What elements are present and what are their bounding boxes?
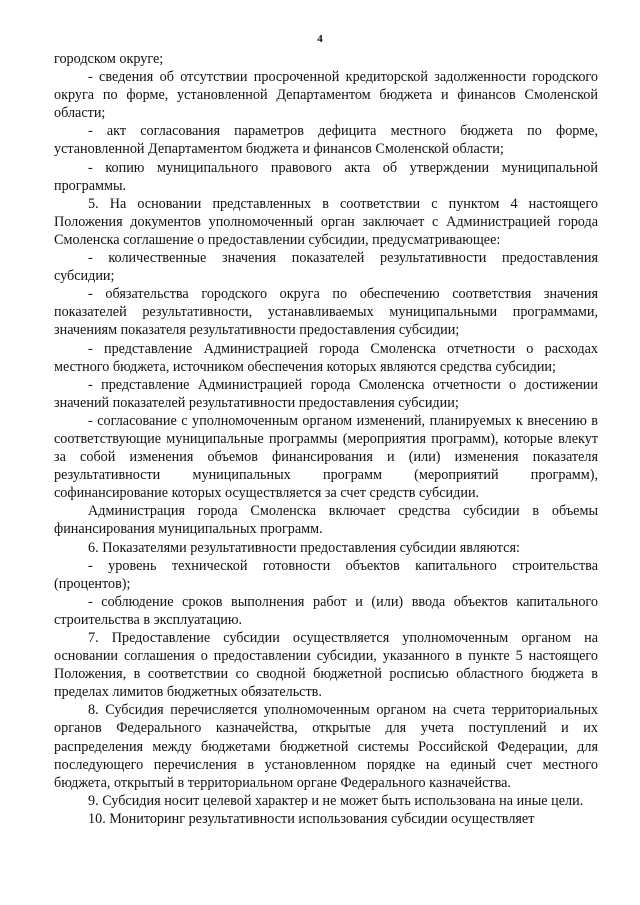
paragraph-deadlines: - соблюдение сроков выполнения работ и (или) ввода объектов капитального строительства в эксплуатацию. [54,593,598,628]
paragraph-deficit-act: - акт согласования параметров дефицита местного бюджета по форме, установленной Департаментом бюджета и финансов Смоленской области; [54,123,598,158]
paragraph-debt-info: - сведения об отсутствии просроченной кредиторской задолженности городского округа по форме, установленной Департаментом бюджета и финансов Смоленской области; [54,69,598,122]
paragraph-program-copy: - копию муниципального правового акта об утверждении муниципальной программы. [54,159,598,194]
paragraph-item-9: 9. Субсидия носит целевой характер и не может быть использована на иные цели. [88,792,584,809]
paragraph-item-7: 7. Предоставление субсидии осуществляется уполномоченным органом на основании соглашения о предоставлении субсидии, указанного в пункте 5 настоящего Положения, в соответствии со сводной бюджетной росписью областного бюджета в пределах лимитов бюджетных обязательств. [54,630,598,701]
paragraph-change-approval: - согласование с уполномоченным органом изменений, планируемых к внесению в соответствующие муниципальные программы (мероприятия программ), которые влекут за собой изменения объемов финансирования и (или) изменения показателя результативности муниципальных программ (мероприятий программ), софинансирование которых осуществляется за счет средств субсидии. [54,412,598,502]
paragraph-achievement-report: - представление Администрацией города Смоленска отчетности о достижении значений показателей результативности предоставления субсидии; [54,376,598,411]
paragraph-continuation: городском округе; [54,51,164,67]
paragraph-item-5: 5. На основании представленных в соответствии с пунктом 4 настоящего Положения документов уполномоченный орган заключает с Администрацией города Смоленска соглашение о предоставлении субсидии, предусматривающее: [54,195,598,248]
paragraph-obligations: - обязательства городского округа по обеспечению соответствия значения показателей результативности, устанавливаемых муниципальными программами, значениям показателя результативности предоставления субсидии; [54,286,598,339]
paragraph-item-8: 8. Субсидия перечисляется уполномоченным органом на счета территориальных органов Федерального казначейства, открытые для учета поступлений и их распределения между бюджетами бюджетной системы Российской Федерации, для последующего перечисления в установленном порядке на единый счет местного бюджета, открытый в территориальном органе Федерального казначейства. [54,702,598,791]
page-number: 4 [317,33,323,45]
paragraph-item-10: 10. Мониторинг результативности использования субсидии осуществляет [88,810,535,827]
paragraph-readiness-level: - уровень технической готовности объектов капитального строительства (процентов); [54,557,598,592]
paragraph-indicator-values: - количественные значения показателей результативности предоставления субсидии; [54,250,598,285]
paragraph-expense-report: - представление Администрацией города Смоленска отчетности о расходах местного бюджета, источником обеспечения которых являются средства субсидии; [54,340,598,375]
document-body [54,50,598,828]
paragraph-item-6: 6. Показателями результативности предоставления субсидии являются: [88,539,520,556]
paragraph-administration-funding: Администрация города Смоленска включает средства субсидии в объемы финансирования муниципальных программ. [54,503,598,538]
